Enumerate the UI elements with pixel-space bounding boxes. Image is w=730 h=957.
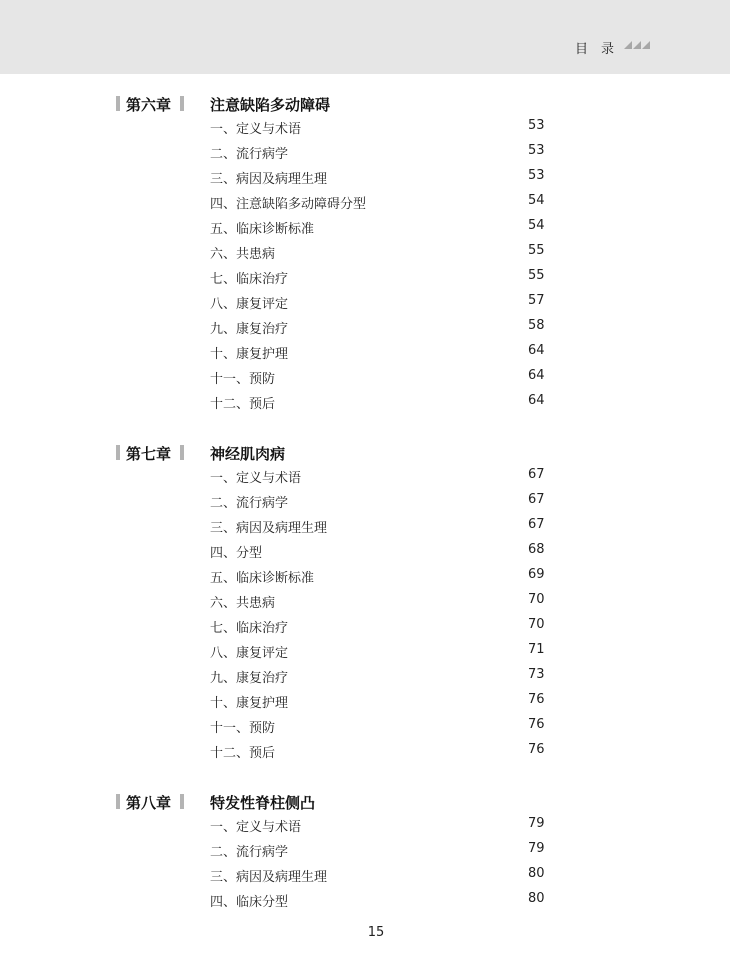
chapter-bar-right xyxy=(180,794,184,809)
toc-item[interactable] xyxy=(0,542,730,567)
toc-item-page: 70 xyxy=(528,592,545,607)
toc-item-title: 四、注意缺陷多动障碍分型 xyxy=(210,197,367,212)
toc-item-page: 54 xyxy=(528,193,545,208)
chapter-6 xyxy=(0,94,730,418)
chapter-7 xyxy=(0,443,730,767)
toc-item[interactable] xyxy=(0,492,730,517)
toc-item-title: 九、康复治疗 xyxy=(210,671,289,686)
toc-item-title: 三、病因及病理生理 xyxy=(210,521,328,536)
toc-item-title: 四、分型 xyxy=(210,546,263,561)
toc-item[interactable] xyxy=(0,343,730,368)
toc-item-title: 十二、预后 xyxy=(210,746,276,761)
toc-item[interactable] xyxy=(0,218,730,243)
toc-item-title: 十一、预防 xyxy=(210,372,276,387)
toc-item-page: 67 xyxy=(528,517,545,532)
toc-item-title: 一、定义与术语 xyxy=(210,122,302,137)
chapter-bar-left xyxy=(116,794,120,809)
toc-item-title: 五、临床诊断标准 xyxy=(210,222,315,237)
toc-item[interactable] xyxy=(0,368,730,393)
toc-item-page: 70 xyxy=(528,617,545,632)
toc-item-title: 七、临床治疗 xyxy=(210,272,289,287)
toc-item[interactable] xyxy=(0,517,730,542)
toc-item[interactable] xyxy=(0,692,730,717)
header-label: 目 录 xyxy=(575,42,615,57)
toc-item[interactable] xyxy=(0,617,730,642)
page-header xyxy=(0,0,730,74)
toc-item-page: 79 xyxy=(528,841,545,856)
chapter-8 xyxy=(0,792,730,916)
toc-item-page: 68 xyxy=(528,542,545,557)
toc-item[interactable] xyxy=(0,592,730,617)
toc-item[interactable] xyxy=(0,318,730,343)
toc-item[interactable] xyxy=(0,243,730,268)
toc-item-title: 三、病因及病理生理 xyxy=(210,172,328,187)
toc-item[interactable] xyxy=(0,168,730,193)
toc-item-page: 57 xyxy=(528,293,545,308)
toc-item[interactable] xyxy=(0,642,730,667)
toc-item[interactable] xyxy=(0,866,730,891)
toc-item-page: 64 xyxy=(528,393,545,408)
toc-item[interactable] xyxy=(0,667,730,692)
chapter-number: 第八章 xyxy=(126,794,172,812)
chapter-heading xyxy=(0,792,730,816)
toc-item-title: 八、康复评定 xyxy=(210,297,289,312)
toc-item[interactable] xyxy=(0,841,730,866)
toc-item-page: 53 xyxy=(528,143,545,158)
toc-item[interactable] xyxy=(0,143,730,168)
toc-item-page: 76 xyxy=(528,717,545,732)
toc-item-page: 58 xyxy=(528,318,545,333)
chapter-bar-right xyxy=(180,445,184,460)
toc-item-page: 80 xyxy=(528,891,545,906)
toc-item-page: 53 xyxy=(528,118,545,133)
toc-item-title: 二、流行病学 xyxy=(210,147,289,162)
chapter-title: 注意缺陷多动障碍 xyxy=(210,96,331,114)
page-number: 15 xyxy=(367,925,385,940)
toc-item-title: 十二、预后 xyxy=(210,397,276,412)
toc-item[interactable] xyxy=(0,393,730,418)
chapter-heading xyxy=(0,94,730,118)
toc-item-title: 二、流行病学 xyxy=(210,496,289,511)
toc-item-page: 76 xyxy=(528,692,545,707)
chapter-number: 第七章 xyxy=(126,445,172,463)
toc-item-page: 76 xyxy=(528,742,545,757)
toc-item-page: 71 xyxy=(528,642,545,657)
toc-item-title: 十、康复护理 xyxy=(210,347,289,362)
toc-item-title: 一、定义与术语 xyxy=(210,820,302,835)
toc-item-title: 八、康复评定 xyxy=(210,646,289,661)
toc-item-title: 三、病因及病理生理 xyxy=(210,870,328,885)
chapter-title: 神经肌肉病 xyxy=(210,445,286,463)
toc-item-page: 54 xyxy=(528,218,545,233)
toc-item-title: 五、临床诊断标准 xyxy=(210,571,315,586)
toc-item-page: 64 xyxy=(528,343,545,358)
toc-item[interactable] xyxy=(0,467,730,492)
toc-item-page: 73 xyxy=(528,667,545,682)
toc-item-title: 四、临床分型 xyxy=(210,895,289,910)
toc-item-page: 67 xyxy=(528,467,545,482)
toc-item-title: 一、定义与术语 xyxy=(210,471,302,486)
toc-item-page: 79 xyxy=(528,816,545,831)
toc-item-page: 55 xyxy=(528,243,545,258)
toc-item-title: 十、康复护理 xyxy=(210,696,289,711)
chapter-title: 特发性脊柱侧凸 xyxy=(210,794,316,812)
toc-item[interactable] xyxy=(0,891,730,916)
toc-item[interactable] xyxy=(0,268,730,293)
toc-item-page: 53 xyxy=(528,168,545,183)
toc-item-title: 七、临床治疗 xyxy=(210,621,289,636)
toc-item[interactable] xyxy=(0,816,730,841)
toc-item-title: 六、共患病 xyxy=(210,247,276,262)
toc-item-page: 69 xyxy=(528,567,545,582)
toc-item[interactable] xyxy=(0,742,730,767)
toc-item-page: 67 xyxy=(528,492,545,507)
chapter-number: 第六章 xyxy=(126,96,172,114)
chapter-bar-right xyxy=(180,96,184,111)
chapter-bar-left xyxy=(116,445,120,460)
toc-item[interactable] xyxy=(0,118,730,143)
toc-item-title: 六、共患病 xyxy=(210,596,276,611)
toc-item-title: 二、流行病学 xyxy=(210,845,289,860)
chapter-heading xyxy=(0,443,730,467)
toc-item[interactable] xyxy=(0,717,730,742)
toc-item-title: 十一、预防 xyxy=(210,721,276,736)
toc-item-title: 九、康复治疗 xyxy=(210,322,289,337)
toc-item-page: 64 xyxy=(528,368,545,383)
triangles-icon xyxy=(624,41,650,49)
toc-item[interactable] xyxy=(0,193,730,218)
toc-item[interactable] xyxy=(0,293,730,318)
chapter-bar-left xyxy=(116,96,120,111)
toc-item[interactable] xyxy=(0,567,730,592)
toc-item-page: 80 xyxy=(528,866,545,881)
toc-item-page: 55 xyxy=(528,268,545,283)
